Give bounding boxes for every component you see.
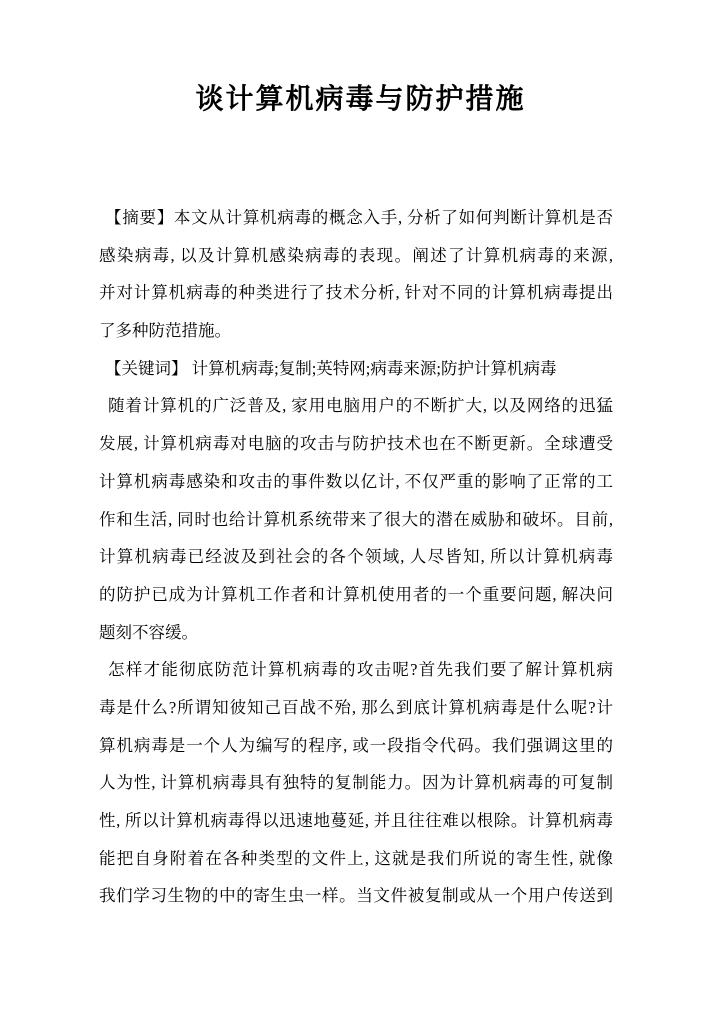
text-line: 计算机病毒已经波及到社会的各个领域, 人尽皆知, 所以计算机病毒 [99, 547, 613, 567]
text-line: 感染病毒, 以及计算机感染病毒的表现。阐述了计算机病毒的来源, [99, 245, 613, 265]
body-paragraph-2 [99, 651, 613, 915]
text-line: 怎样才能彻底防范计算机病毒的攻击呢?首先我们要了解计算机病 [108, 660, 613, 680]
text-line: 算机病毒是一个人为编写的程序, 或一段指令代码。我们强调这里的 [99, 735, 613, 755]
text-line: 【关键词】 计算机病毒;复制;英特网;病毒来源;防护计算机病毒 [105, 358, 557, 378]
text-line: 毒是什么?所谓知彼知己百战不殆, 那么到底计算机病毒是什么呢?计 [99, 697, 613, 717]
text-line: 了多种防范措施。 [99, 321, 231, 341]
text-line: 能把自身附着在各种类型的文件上, 这就是我们所说的寄生性, 就像 [99, 848, 613, 868]
text-line: 计算机病毒感染和攻击的事件数以亿计, 不仅严重的影响了正常的工 [99, 471, 613, 491]
body-paragraph-1 [99, 387, 613, 651]
keywords-paragraph [99, 350, 613, 388]
text-line: 作和生活, 同时也给计算机系统带来了很大的潜在威胁和破坏。目前, [99, 509, 613, 529]
text-line: 发展, 计算机病毒对电脑的攻击与防护技术也在不断更新。全球遭受 [99, 434, 613, 454]
text-line: 随着计算机的广泛普及, 家用电脑用户的不断扩大, 以及网络的迅猛 [108, 396, 613, 416]
document-title: 谈计算机病毒与防护措施 [195, 84, 526, 115]
text-line: 性, 所以计算机病毒得以迅速地蔓延, 并且往往难以根除。计算机病毒 [99, 811, 613, 830]
abstract-paragraph [99, 199, 613, 350]
text-line: 题刻不容缓。 [99, 622, 198, 642]
text-line: 的防护已成为计算机工作者和计算机使用者的一个重要问题, 解决问 [99, 584, 613, 604]
text-line: 人为性, 计算机病毒具有独特的复制能力。因为计算机病毒的可复制 [99, 773, 613, 793]
text-line: 我们学习生物的中的寄生虫一样。当文件被复制或从一个用户传送到 [99, 886, 613, 906]
text-line: 并对计算机病毒的种类进行了技术分析, 针对不同的计算机病毒提出 [99, 283, 613, 303]
text-line: 【摘要】本文从计算机病毒的概念入手, 分析了如何判断计算机是否 [105, 208, 613, 227]
document-body [99, 199, 613, 915]
